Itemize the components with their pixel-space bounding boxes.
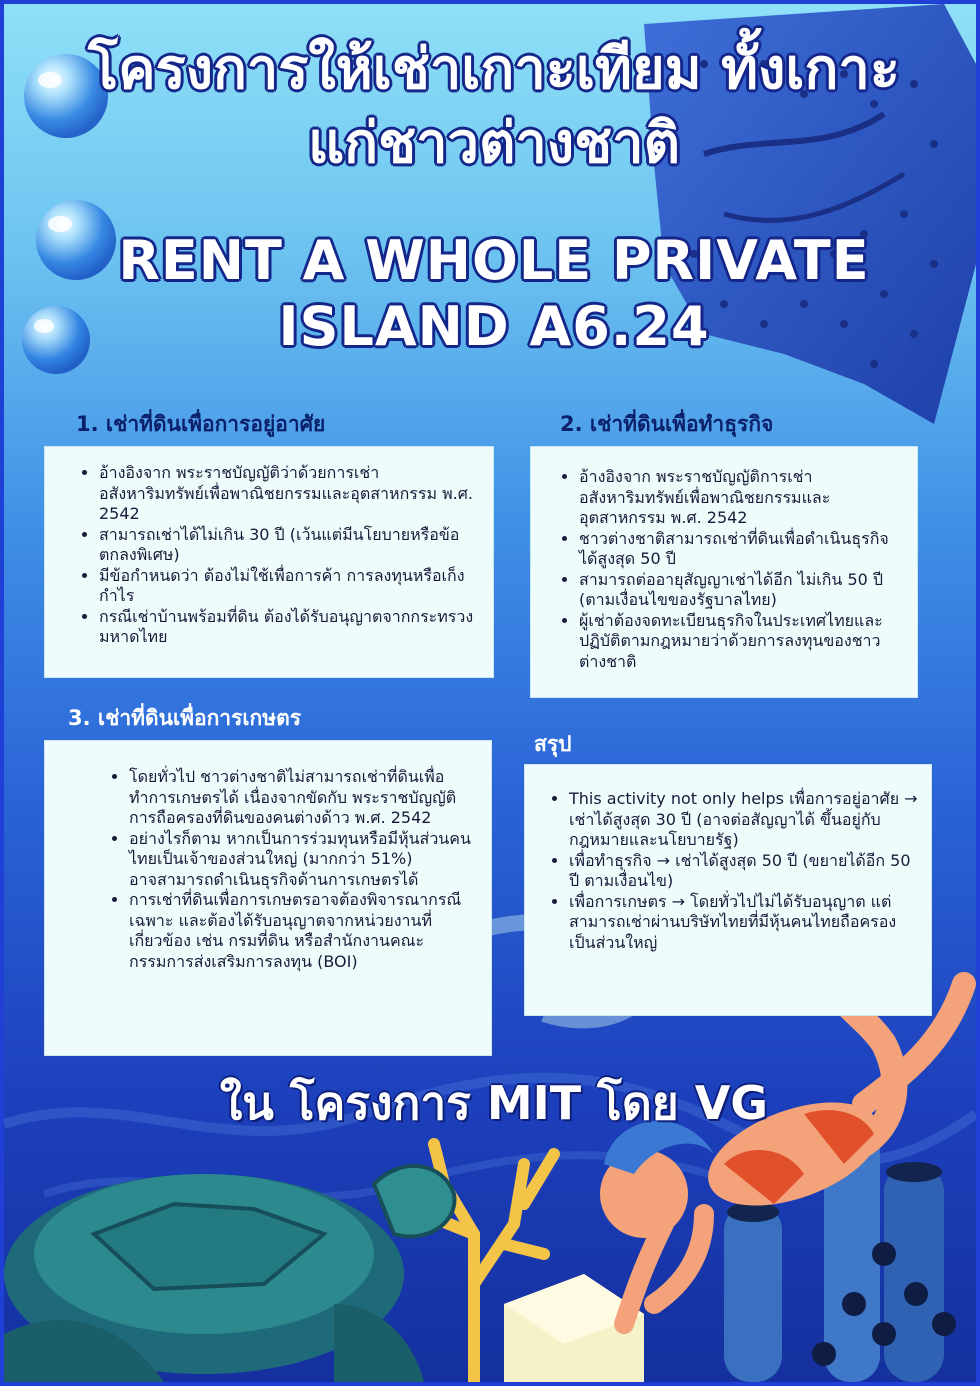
list-item: • สามารถเช่าได้ไม่เกิน 30 ปี (เว้นแต่มีนโยบายหรือข้อตกลงพิเศษ)	[99, 525, 481, 566]
title-english-line-1: RENT A WHOLE PRIVATE	[118, 229, 870, 292]
section-1-list	[75, 463, 481, 648]
list-item: • อ้างอิงจาก พระราชบัญญัติว่าด้วยการเช่าอสังหาริมทรัพย์เพื่อพาณิชยกรรมและอุตสาหกรรม พ.ศ. 2542	[99, 463, 481, 525]
list-item: • มีข้อกำหนดว่า ต้องไม่ใช้เพื่อการค้า การลงทุนหรือเก็งกำไร	[99, 566, 481, 607]
list-item: • กรณีเช่าบ้านพร้อมที่ดิน ต้องได้รับอนุญาตจากกระทรวงมหาดไทย	[99, 607, 481, 648]
footer-credit: ใน โครงการ MIT โดย VG	[219, 1076, 769, 1130]
summary-box	[524, 764, 932, 1016]
list-item: • อ้างอิงจาก พระราชบัญญัติการเช่าอสังหาริมทรัพย์เพื่อพาณิชยกรรมและอุตสาหกรรม พ.ศ. 2542	[579, 467, 907, 529]
sea-turtle-illustration	[4, 1166, 454, 1382]
list-item: • โดยทั่วไป ชาวต่างชาติไม่สามารถเช่าที่ดินเพื่อทำการเกษตรได้ เนื่องจากขัดกับ พระราชบัญญัติการถือครองที่ดินของคนต่างด้าว พ.ศ. 2542	[129, 767, 481, 829]
section-3-list	[105, 767, 481, 972]
section-3-heading: 3. เช่าที่ดินเพื่อการเกษตร	[68, 706, 302, 730]
section-3-box	[44, 740, 492, 1056]
list-item: • This activity not only helps เพื่อการอยู่อาศัย → เช่าได้สูงสุด 30 ปี (อาจต่อสัญญาได้ ขึ้นอยู่กับกฎหมายและนโยบายรัฐ)	[569, 789, 921, 851]
list-item: • เพื่อทำธุรกิจ → เช่าได้สูงสุด 50 ปี (ขยายได้อีก 50 ปี ตามเงื่อนไข)	[569, 851, 921, 892]
section-2-box	[530, 446, 918, 698]
list-item: • ชาวต่างชาติสามารถเช่าที่ดินเพื่อดำเนินธุรกิจได้สูงสุด 50 ปี	[579, 529, 907, 570]
summary-list	[545, 789, 921, 953]
section-2-list	[555, 467, 907, 672]
section-1-box	[44, 446, 494, 678]
section-2-heading: 2. เช่าที่ดินเพื่อทำธุรกิจ	[560, 412, 774, 436]
section-1-heading: 1. เช่าที่ดินเพื่อการอยู่อาศัย	[76, 412, 326, 436]
list-item: • สามารถต่ออายุสัญญาเช่าได้อีก ไม่เกิน 50 ปี (ตามเงื่อนไขของรัฐบาลไทย)	[579, 570, 907, 611]
title-thai-line-2: แก่ชาวต่างชาติ	[308, 111, 680, 176]
title-thai-line-1: โครงการให้เช่าเกาะเทียม ทั้งเกาะ	[88, 37, 900, 102]
title-english-line-2: ISLAND A6.24	[278, 295, 710, 358]
list-item: • การเช่าที่ดินเพื่อการเกษตรอาจต้องพิจารณากรณีเฉพาะ และต้องได้รับอนุญาตจากหน่วยงานที่เกี่ยวข้อง เช่น กรมที่ดิน หรือสำนักงานคณะกรรมการส่งเสริมการลงทุน (BOI)	[129, 890, 481, 972]
list-item: • อย่างไรก็ตาม หากเป็นการร่วมทุนหรือมีหุ้นส่วนคนไทยเป็นเจ้าของส่วนใหญ่ (มากกว่า 51%) อาจสามารถดำเนินธุรกิจด้านการเกษตรได้	[129, 829, 481, 891]
summary-heading: สรุป	[534, 732, 572, 756]
list-item: • ผู้เช่าต้องจดทะเบียนธุรกิจในประเทศไทยและปฏิบัติตามกฎหมายว่าด้วยการลงทุนของชาวต่างชาติ	[579, 611, 907, 673]
list-item: • เพื่อการเกษตร → โดยทั่วไปไม่ได้รับอนุญาต แต่สามารถเช่าผ่านบริษัทไทยที่มีหุ้นคนไทยถือครองเป็นส่วนใหญ่	[569, 892, 921, 954]
